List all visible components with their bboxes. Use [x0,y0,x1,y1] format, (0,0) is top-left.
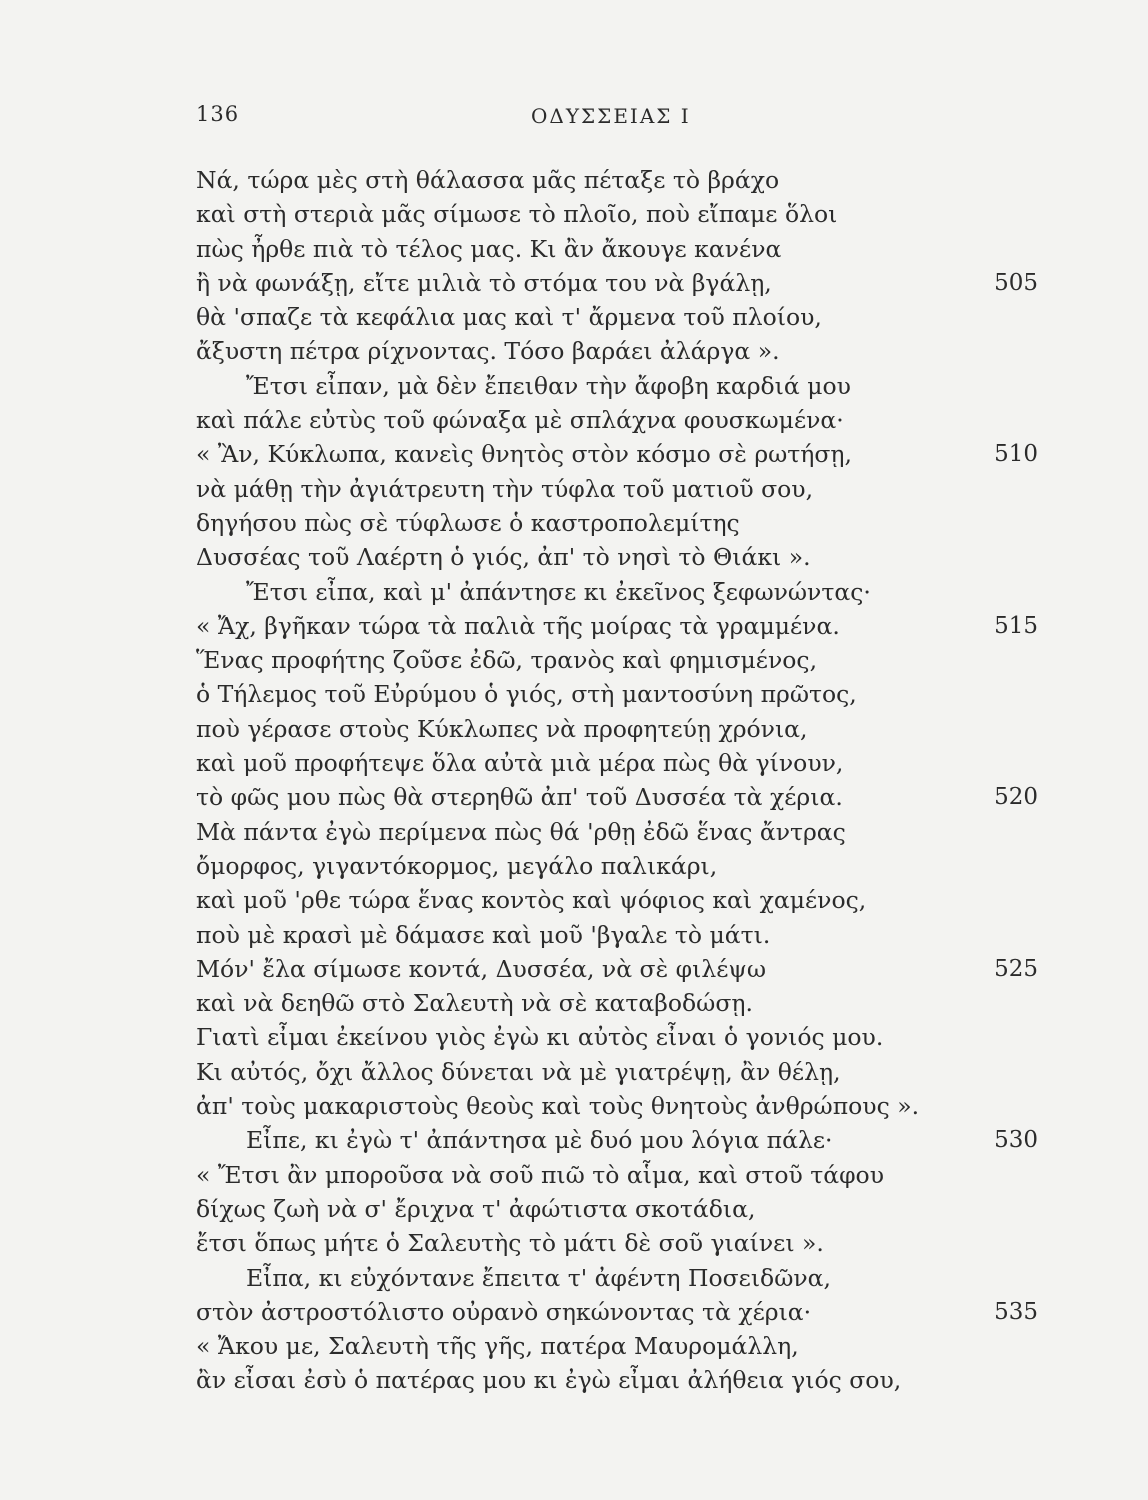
verse-line [196,712,1056,746]
verse-line [196,677,1056,711]
verse-text: στὸν ἀστροστόλιστο οὐρανὸ σηκώνοντας τὰ χέρια· [196,1297,812,1326]
verse-text: ἀπ' τοὺς μακαριστοὺς θεοὺς καὶ τοὺς θνητοὺς ἀνθρώπους ». [196,1092,920,1121]
verse-line [196,403,1056,437]
verse-line [196,780,1056,814]
line-number: 515 [994,612,1038,639]
verse-text: καὶ μοῦ 'ρθε τώρα ἕνας κοντὸς καὶ ψόφιος καὶ χαμένος, [196,886,867,915]
line-number: 535 [994,1298,1038,1325]
verse-text: δίχως ζωὴ νὰ σ' ἔριχνα τ' ἀφώτιστα σκοτάδια, [196,1194,756,1223]
verse-line [196,163,1056,197]
verse-line [196,746,1056,780]
line-number: 505 [994,269,1038,296]
verse-line [196,918,1056,952]
line-number: 525 [994,955,1038,982]
verse-text: δηγήσου πὼς σὲ τύφλωσε ὁ καστροπολεμίτης [196,508,740,537]
verse-text: ἂν εἶσαι ἐσὺ ὁ πατέρας μου κι ἐγὼ εἶμαι ἀλήθεια γιός σου, [196,1366,902,1395]
verse-line [196,1226,1056,1260]
verse-text: ποὺ γέρασε στοὺς Κύκλωπες νὰ προφητεύῃ χρόνια, [196,714,808,743]
verse-line [196,1089,1056,1123]
verse-text: τὸ φῶς μου πὼς θὰ στερηθῶ ἀπ' τοῦ Δυσσέα τὰ χέρια. [196,783,843,812]
verse-line [196,1123,1056,1157]
verse-line [196,1158,1056,1192]
verse-text: Μὰ πάντα ἐγὼ περίμενα πὼς θά 'ρθῃ ἐδῶ ἕνας ἄντρας [196,817,846,846]
verse-text: ποὺ μὲ κρασὶ μὲ δάμασε καὶ μοῦ 'βγαλε τὸ μάτι. [196,920,771,949]
verse-line [196,815,1056,849]
verse-text: καὶ πάλε εὐτὺς τοῦ φώναξα μὲ σπλάχνα φουσκωμένα· [196,406,844,435]
page-number: 136 [196,102,240,126]
verse-text: ἢ νὰ φωνάξῃ, εἴτε μιλιὰ τὸ στόμα του νὰ βγάλῃ, [196,268,772,297]
verse-text: Νά, τώρα μὲς στὴ θάλασσα μᾶς πέταξε τὸ βράχο [196,166,780,194]
line-number: 520 [994,784,1038,811]
verse-line [196,437,1056,471]
verse-line [196,197,1056,231]
verse-text: « Ἔτσι ἂν μποροῦσα νὰ σοῦ πιῶ τὸ αἷμα, καὶ στοῦ τάφου [196,1160,884,1189]
verse-line [196,369,1056,403]
verse-text: πὼς ἦρθε πιὰ τὸ τέλος μας. Κι ἂν ἄκουγε κανένα [196,234,782,263]
verse-text: ὁ Τήλεμος τοῦ Εὐρύμου ὁ γιός, στὴ μαντοσύνη πρῶτος, [196,680,857,709]
verse-line [196,1192,1056,1226]
verse-line [196,540,1056,574]
verse-text: ὄμορφος, γιγαντόκορμος, μεγάλο παλικάρι, [196,851,718,880]
verse-line [196,575,1056,609]
verse-line [196,1329,1056,1363]
verse-text: θὰ 'σπαζε τὰ κεφάλια μας καὶ τ' ἄρμενα τοῦ πλοίου, [196,303,822,332]
verse-line [196,986,1056,1020]
verse-text: καὶ μοῦ προφήτεψε ὅλα αὐτὰ μιὰ μέρα πὼς θὰ γίνουν, [196,749,844,778]
verse-text: ἔτσι ὅπως μήτε ὁ Σαλευτὴς τὸ μάτι δὲ σοῦ γιαίνει ». [196,1229,824,1258]
verse-line [196,609,1056,643]
verse-line [196,1020,1056,1054]
verse-text: Ἔτσι εἶπα, καὶ μ' ἀπάντησε κι ἐκεῖνος ξεφωνώντας· [246,577,871,606]
verse-text: « Ἄκου με, Σαλευτὴ τῆς γῆς, πατέρα Μαυρομάλλη, [196,1332,799,1361]
line-number: 530 [994,1127,1038,1154]
verse-line [196,334,1056,368]
verse-text: Γιατὶ εἶμαι ἐκείνου γιὸς ἐγὼ κι αὐτὸς εἶναι ὁ γονιός μου. [196,1023,884,1052]
verse-text: Εἶπε, κι ἐγὼ τ' ἀπάντησα μὲ δυό μου λόγια πάλε· [246,1126,833,1155]
verse-line [196,883,1056,917]
verse-line [196,1295,1056,1329]
verse-text: ἄξυστη πέτρα ρίχνοντας. Τόσο βαράει ἀλάργα ». [196,337,780,366]
verse-line [196,1055,1056,1089]
running-title: ΟΔΥΣΣΕΙΑΣ Ι [531,104,691,128]
verse-text: Ἕνας προφήτης ζοῦσε ἐδῶ, τρανὸς καὶ φημισμένος, [196,646,818,675]
line-number: 510 [994,441,1038,468]
verse-line [196,472,1056,506]
verse-line [196,849,1056,883]
verse-line [196,643,1056,677]
verse-line [196,952,1056,986]
verse-text: Ἔτσι εἶπαν, μὰ δὲν ἔπειθαν τὴν ἄφοβη καρδιά μου [246,371,851,400]
verse-line [196,300,1056,334]
verse-line [196,1363,1056,1397]
verse-text: Κι αὐτός, ὄχι ἄλλος δύνεται νὰ μὲ γιατρέψῃ, ἂν θέλῃ, [196,1057,841,1086]
verse-text: « Ἄχ, βγῆκαν τώρα τὰ παλιὰ τῆς μοίρας τὰ γραμμένα. [196,611,840,640]
verse-text: καὶ στὴ στεριὰ μᾶς σίμωσε τὸ πλοῖο, ποὺ εἴπαμε ὅλοι [196,200,838,229]
verse-text: καὶ νὰ δεηθῶ στὸ Σαλευτὴ νὰ σὲ καταβοδώσῃ. [196,989,753,1018]
verse-text: Μόν' ἔλα σίμωσε κοντά, Δυσσέα, νὰ σὲ φιλέψω [196,954,766,983]
running-head [196,102,1056,138]
verse-line [196,266,1056,300]
verse-text: νὰ μάθῃ τὴν ἀγιάτρευτη τὴν τύφλα τοῦ ματιοῦ σου, [196,474,814,503]
verse-text: Εἶπα, κι εὐχόντανε ἔπειτα τ' ἀφέντη Ποσειδῶνα, [246,1263,831,1292]
verse-line [196,232,1056,266]
verse-block [196,163,1056,1398]
verse-line [196,506,1056,540]
verse-text: Δυσσέας τοῦ Λαέρτη ὁ γιός, ἀπ' τὸ νησὶ τὸ Θιάκι ». [196,543,811,572]
verse-text: « Ἂν, Κύκλωπα, κανεὶς θνητὸς στὸν κόσμο σὲ ρωτήσῃ, [196,440,852,469]
verse-line [196,1261,1056,1295]
